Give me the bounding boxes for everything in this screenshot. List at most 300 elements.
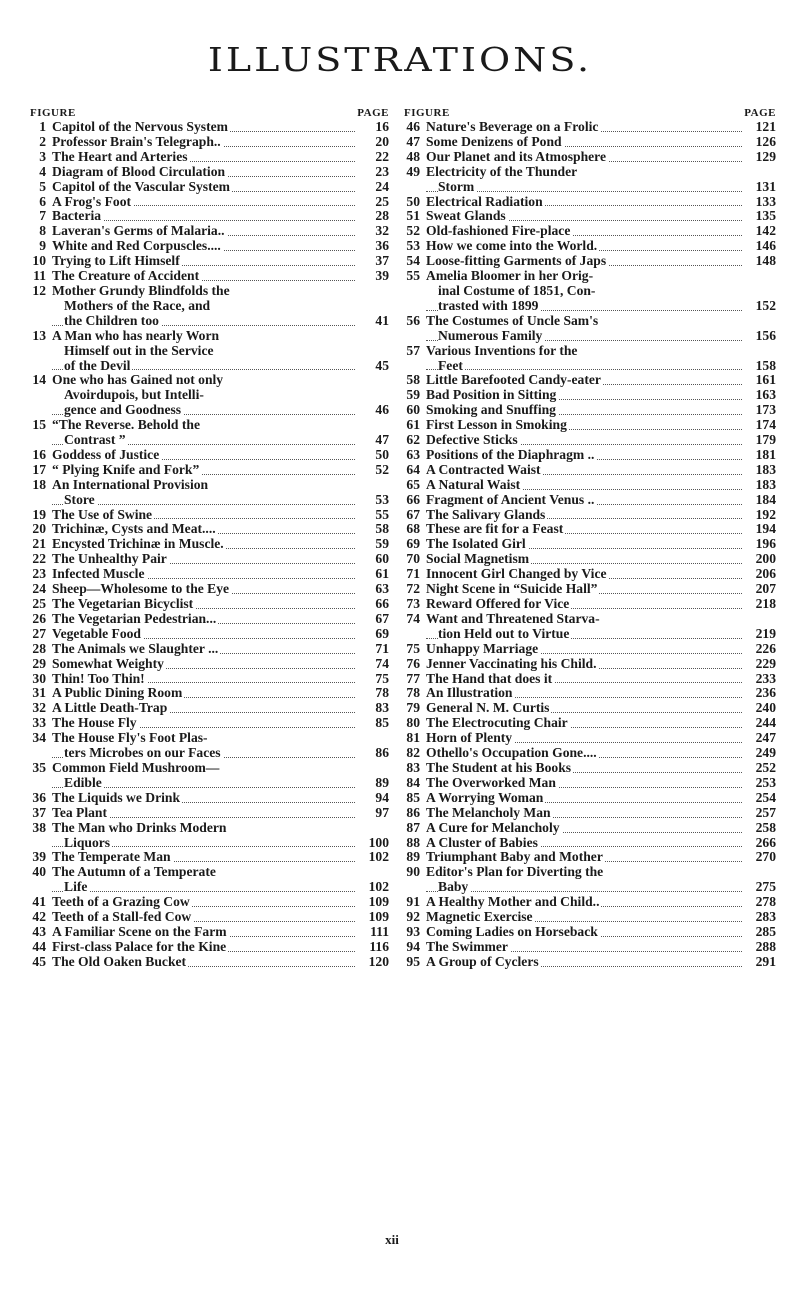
figure-number: 74	[406, 610, 420, 626]
page-ref: 257	[755, 804, 776, 820]
list-item	[24, 821, 389, 836]
figure-number: 8	[39, 223, 46, 239]
list-item	[24, 448, 389, 463]
figure-title: A Little Death-Trap	[52, 701, 168, 716]
figure-title: A Worrying Woman	[426, 790, 544, 805]
page-ref: 46	[375, 402, 389, 418]
list-item	[24, 746, 389, 761]
list-item	[398, 463, 776, 478]
figure-number: 46	[406, 119, 420, 134]
figure-number: 75	[406, 640, 420, 656]
figure-title: gence and Goodness	[64, 403, 182, 418]
figure-number: 87	[406, 819, 420, 835]
figure-title: Loose-fitting Garments of Japs	[426, 254, 607, 269]
list-item	[24, 716, 389, 731]
page-ref: 278	[755, 894, 776, 910]
list-item	[24, 627, 389, 642]
figure-header: FIGURE	[30, 107, 76, 119]
figure-number: 60	[406, 402, 420, 418]
list-item	[398, 403, 776, 418]
list-item	[24, 672, 389, 687]
list-item	[24, 940, 389, 955]
page-ref: 78	[375, 685, 389, 701]
figure-title: Bacteria	[52, 209, 102, 224]
figure-number: 86	[406, 804, 420, 820]
figure-title: Some Denizens of Pond	[426, 134, 562, 149]
figure-title: Feet	[438, 358, 463, 373]
list-item	[24, 284, 389, 299]
list-item	[24, 642, 389, 657]
list-item	[24, 373, 389, 388]
figure-title: The Old Oaken Bucket	[52, 954, 187, 969]
figure-title: Sheep—Wholesome to the Eye	[52, 582, 230, 597]
figure-title: The Man who Drinks Modern	[52, 820, 227, 835]
list-item	[24, 165, 389, 180]
figure-title: A Healthy Mother and Child..	[426, 895, 600, 910]
figure-title: Capitol of the Vascular System	[52, 179, 230, 194]
list-item	[398, 359, 776, 374]
figure-title: Electricity of the Thunder	[426, 164, 578, 179]
page-ref: 45	[375, 357, 389, 373]
figure-number: 72	[406, 581, 420, 597]
page-ref: 97	[375, 804, 389, 820]
list-item	[24, 359, 389, 374]
page-ref: 174	[755, 417, 776, 433]
list-item	[398, 180, 776, 195]
column-header	[24, 106, 389, 120]
figure-title: Somewhat Weighty	[52, 656, 164, 671]
figure-number: 29	[32, 655, 46, 671]
list-item	[398, 388, 776, 403]
column-header	[398, 106, 776, 120]
figure-title: The Temperate Man	[52, 850, 171, 865]
list-item	[398, 478, 776, 493]
figure-title: A Natural Waist	[426, 477, 521, 492]
figure-number: 58	[406, 372, 420, 388]
figure-title: trasted with 1899	[438, 298, 539, 313]
list-item	[398, 239, 776, 254]
list-item	[398, 314, 776, 329]
figure-number: 24	[32, 581, 46, 597]
page-ref: 22	[375, 148, 389, 164]
list-item	[398, 925, 776, 940]
list-item	[24, 254, 389, 269]
figure-title: Tea Plant	[52, 805, 108, 820]
page-ref: 183	[755, 461, 776, 477]
figure-title: Magnetic Exercise	[426, 910, 533, 925]
figure-title: The Unhealthy Pair	[52, 552, 167, 567]
page-ref: 192	[755, 506, 776, 522]
list-item	[24, 180, 389, 195]
list-item	[398, 433, 776, 448]
list-item	[24, 120, 389, 135]
figure-title: Our Planet and its Atmosphere	[426, 149, 607, 164]
page-ref: 109	[368, 909, 389, 925]
figure-title: Common Field Mushroom—	[52, 760, 220, 775]
figure-number: 53	[406, 238, 420, 254]
page-ref: 283	[755, 909, 776, 925]
list-item	[398, 448, 776, 463]
list-item	[24, 403, 389, 418]
figure-title: Teeth of a Stall-fed Cow	[52, 910, 192, 925]
figure-title: Life	[64, 880, 88, 895]
page-ref: 194	[755, 521, 776, 537]
figure-title: An Illustration	[426, 686, 513, 701]
list-item	[398, 865, 776, 880]
list-item	[24, 433, 389, 448]
figure-title: Goddess of Justice	[52, 447, 160, 462]
figure-number: 76	[406, 655, 420, 671]
figure-title: The Melancholy Man	[426, 805, 551, 820]
page-ref: 148	[755, 253, 776, 269]
figure-list-left	[24, 106, 389, 970]
figure-number: 25	[32, 596, 46, 611]
figure-title: A Group of Cyclers	[426, 954, 539, 969]
figure-number: 67	[406, 506, 420, 522]
list-item	[398, 880, 776, 895]
list-item	[398, 791, 776, 806]
list-item	[398, 955, 776, 970]
figure-number: 23	[32, 566, 46, 582]
page-ref: 207	[755, 581, 776, 597]
list-item	[398, 895, 776, 910]
page-ref: 39	[375, 268, 389, 284]
page-ref: 218	[755, 596, 776, 611]
list-item	[398, 537, 776, 552]
list-item	[24, 567, 389, 582]
figure-title: The Vegetarian Pedestrian...	[52, 611, 217, 626]
page-header: PAGE	[357, 107, 389, 119]
list-item	[24, 299, 389, 314]
figure-title: Avoirdupois, but Intelli-	[64, 388, 204, 403]
list-item	[24, 657, 389, 672]
figure-title: Reward Offered for Vice	[426, 597, 570, 611]
figure-number: 26	[32, 610, 46, 626]
page-ref: 184	[755, 491, 776, 507]
figure-title: The Autumn of a Temperate	[52, 865, 216, 880]
figure-title: The Costumes of Uncle Sam's	[426, 313, 599, 328]
figure-number: 84	[406, 774, 420, 790]
figure-title: General N. M. Curtis	[426, 701, 550, 716]
figure-number: 51	[406, 208, 420, 224]
figure-title: The Heart and Arteries	[52, 149, 188, 164]
page-ref: 156	[755, 327, 776, 343]
page-ref: 109	[368, 894, 389, 910]
list-item	[398, 150, 776, 165]
list-item	[398, 806, 776, 821]
page-ref: 131	[755, 178, 776, 194]
list-item	[24, 150, 389, 165]
figure-title: “The Reverse. Behold the	[52, 418, 201, 433]
figure-title: Bad Position in Sitting	[426, 388, 557, 403]
list-item	[24, 865, 389, 880]
figure-title: Himself out in the Service	[64, 343, 214, 358]
figure-title: A Contracted Waist	[426, 462, 541, 477]
page-ref: 266	[755, 834, 776, 850]
list-item	[24, 701, 389, 716]
list-item	[398, 195, 776, 210]
list-item	[398, 582, 776, 597]
figure-title: The Salivary Glands	[426, 507, 546, 522]
figure-title: A Cluster of Babies	[426, 835, 538, 850]
figure-title: tion Held out to Virtue	[438, 626, 570, 641]
page-ref: 100	[368, 834, 389, 850]
page-ref: 146	[755, 238, 776, 254]
page-ref: 253	[755, 774, 776, 790]
figure-number: 32	[32, 700, 46, 716]
list-item	[24, 224, 389, 239]
list-item	[398, 135, 776, 150]
figure-number: 6	[39, 193, 46, 209]
figure-title: Sweat Glands	[426, 209, 506, 224]
figure-number: 92	[406, 909, 420, 925]
page-ref: 135	[755, 208, 776, 224]
page-ref: 89	[375, 774, 389, 790]
figure-title: A Familiar Scene on the Farm	[52, 924, 227, 939]
page-ref: 249	[755, 745, 776, 761]
figure-number: 28	[32, 640, 46, 656]
figure-title: The Liquids we Drink	[52, 790, 181, 805]
figure-title: The Hand that does it	[426, 671, 553, 686]
list-item	[24, 850, 389, 865]
page-ref: 133	[755, 193, 776, 209]
figure-number: 65	[406, 476, 420, 492]
list-item	[24, 955, 389, 970]
figure-number: 1	[39, 119, 46, 134]
figure-title: Infected Muscle	[52, 567, 145, 582]
page-ref: 258	[755, 819, 776, 835]
figure-title: Store	[64, 492, 95, 507]
figure-number: 37	[32, 804, 46, 820]
figure-number: 27	[32, 625, 46, 641]
list-item	[24, 135, 389, 150]
figure-title: The Animals we Slaughter ...	[52, 641, 219, 656]
figure-title: Edible	[64, 775, 102, 790]
figure-number: 45	[32, 953, 46, 969]
list-item	[24, 776, 389, 791]
page-ref: 229	[755, 655, 776, 671]
figure-title: Diagram of Blood Circulation	[52, 164, 226, 179]
page-ref: 25	[375, 193, 389, 209]
figure-title: First Lesson in Smoking	[426, 418, 567, 433]
page-ref: 206	[755, 566, 776, 582]
figure-title: Capitol of the Nervous System	[52, 120, 228, 134]
page-ref: 50	[375, 446, 389, 462]
figure-number: 15	[32, 417, 46, 433]
list-item	[398, 209, 776, 224]
list-item	[24, 612, 389, 627]
figure-title: Little Barefooted Candy-eater	[426, 373, 601, 388]
figure-number: 7	[39, 208, 46, 224]
figure-title: Numerous Family	[438, 328, 543, 343]
figure-title: An International Provision	[52, 477, 209, 492]
figure-number: 54	[406, 253, 420, 269]
list-item	[24, 791, 389, 806]
list-item	[24, 537, 389, 552]
figure-title: Thin! Too Thin!	[52, 671, 145, 686]
figure-header: FIGURE	[404, 107, 450, 119]
figure-title: of the Devil	[64, 358, 131, 373]
figure-number: 42	[32, 909, 46, 925]
page-ref: 32	[375, 223, 389, 239]
page-ref: 20	[375, 133, 389, 149]
list-item	[24, 582, 389, 597]
list-item	[398, 418, 776, 433]
figure-number: 52	[406, 223, 420, 239]
figure-title: Encysted Trichinæ in Muscle.	[52, 537, 224, 552]
figure-number: 9	[39, 238, 46, 254]
figure-number: 55	[406, 268, 420, 284]
page-ref: 116	[369, 938, 389, 954]
page-ref: 71	[375, 640, 389, 656]
figure-number: 77	[406, 670, 420, 686]
figure-title: The Swimmer	[426, 939, 508, 954]
list-item	[24, 463, 389, 478]
figure-title: The Isolated Girl	[426, 537, 526, 552]
figure-title: Laveran's Germs of Malaria..	[52, 224, 225, 239]
list-item	[398, 612, 776, 627]
page-ref: 285	[755, 923, 776, 939]
list-item	[398, 821, 776, 836]
list-item	[24, 761, 389, 776]
page-ref: 181	[755, 446, 776, 462]
entries-right	[398, 120, 776, 970]
figure-title: White and Red Corpuscles....	[52, 239, 221, 254]
figure-number: 21	[32, 536, 46, 552]
figure-title: The Vegetarian Bicyclist	[52, 597, 194, 611]
figure-number: 70	[406, 551, 420, 567]
figure-title: Positions of the Diaphragm ..	[426, 447, 595, 462]
list-item	[24, 344, 389, 359]
figure-number: 41	[32, 894, 46, 910]
list-item	[24, 478, 389, 493]
figure-title: Nature's Beverage on a Frolic	[426, 120, 599, 134]
list-item	[24, 508, 389, 523]
figure-title: Old-fashioned Fire-place	[426, 224, 571, 239]
figure-number: 14	[32, 372, 46, 388]
figure-number: 78	[406, 685, 420, 701]
figure-number: 36	[32, 789, 46, 805]
list-item	[398, 269, 776, 284]
figure-number: 16	[32, 446, 46, 462]
page-ref: 275	[755, 879, 776, 895]
page-ref: 163	[755, 387, 776, 403]
list-item	[398, 836, 776, 851]
page-ref: 129	[755, 148, 776, 164]
figure-number: 18	[32, 476, 46, 492]
figure-title: Jenner Vaccinating his Child.	[426, 656, 597, 671]
list-item	[398, 597, 776, 612]
page-ref: 63	[375, 581, 389, 597]
figure-number: 4	[39, 163, 46, 179]
figure-number: 5	[39, 178, 46, 194]
figure-number: 11	[33, 268, 46, 284]
figure-title: First-class Palace for the Kine	[52, 939, 227, 954]
list-item	[398, 299, 776, 314]
figure-title: Defective Sticks	[426, 433, 518, 448]
list-item	[24, 686, 389, 701]
page-ref: 24	[375, 178, 389, 194]
page-ref: 83	[375, 700, 389, 716]
figure-number: 50	[406, 193, 420, 209]
figure-number: 81	[406, 730, 420, 746]
figure-number: 94	[406, 938, 420, 954]
figure-number: 31	[32, 685, 46, 701]
page-ref: 173	[755, 402, 776, 418]
page-ref: 23	[375, 163, 389, 179]
page-ref: 16	[375, 119, 389, 134]
list-item	[24, 388, 389, 403]
page-ref: 66	[375, 596, 389, 611]
page-ref: 291	[755, 953, 776, 969]
page-ref: 60	[375, 551, 389, 567]
page-ref: 126	[755, 133, 776, 149]
list-item	[24, 314, 389, 329]
figure-title: Trying to Lift Himself	[52, 254, 180, 269]
list-item	[398, 373, 776, 388]
figure-title: Teeth of a Grazing Cow	[52, 895, 190, 910]
figure-number: 43	[32, 923, 46, 939]
page-ref: 142	[755, 223, 776, 239]
page-ref: 120	[368, 953, 389, 969]
page-number: xii	[385, 1232, 399, 1247]
figure-title: The House Fly's Foot Plas-	[52, 731, 208, 746]
figure-title: Baby	[438, 880, 469, 895]
figure-number: 13	[32, 327, 46, 343]
figure-number: 62	[406, 432, 420, 448]
figure-number: 71	[406, 566, 420, 582]
list-item	[398, 329, 776, 344]
page-header: PAGE	[744, 107, 776, 119]
figure-title: ters Microbes on our Faces	[64, 746, 221, 761]
figure-title: Fragment of Ancient Venus ..	[426, 492, 595, 507]
figure-title: Liquors	[64, 835, 111, 850]
figure-number: 93	[406, 923, 420, 939]
figure-number: 3	[39, 148, 46, 164]
list-item	[398, 493, 776, 508]
page-ref: 183	[755, 476, 776, 492]
list-item	[24, 925, 389, 940]
figure-number: 33	[32, 715, 46, 731]
list-item	[398, 642, 776, 657]
list-item	[398, 672, 776, 687]
list-item	[24, 910, 389, 925]
page-ref: 102	[368, 849, 389, 865]
figure-number: 63	[406, 446, 420, 462]
figure-number: 68	[406, 521, 420, 537]
figure-title: Unhappy Marriage	[426, 641, 539, 656]
figure-number: 35	[32, 759, 46, 775]
page-ref: 67	[375, 610, 389, 626]
page-ref: 247	[755, 730, 776, 746]
list-item	[398, 508, 776, 523]
figure-number: 88	[406, 834, 420, 850]
list-item	[398, 686, 776, 701]
figure-title: the Children too	[64, 313, 159, 328]
page-ref: 200	[755, 551, 776, 567]
page-ref: 288	[755, 938, 776, 954]
list-item	[24, 731, 389, 746]
figure-number: 82	[406, 745, 420, 761]
figure-number: 69	[406, 536, 420, 552]
list-item	[398, 746, 776, 761]
figure-number: 48	[406, 148, 420, 164]
list-item	[398, 761, 776, 776]
figure-title: A Cure for Melancholy	[426, 820, 560, 835]
page-ref: 152	[755, 297, 776, 313]
figure-title: Editor's Plan for Diverting the	[426, 865, 604, 880]
list-item	[24, 195, 389, 210]
